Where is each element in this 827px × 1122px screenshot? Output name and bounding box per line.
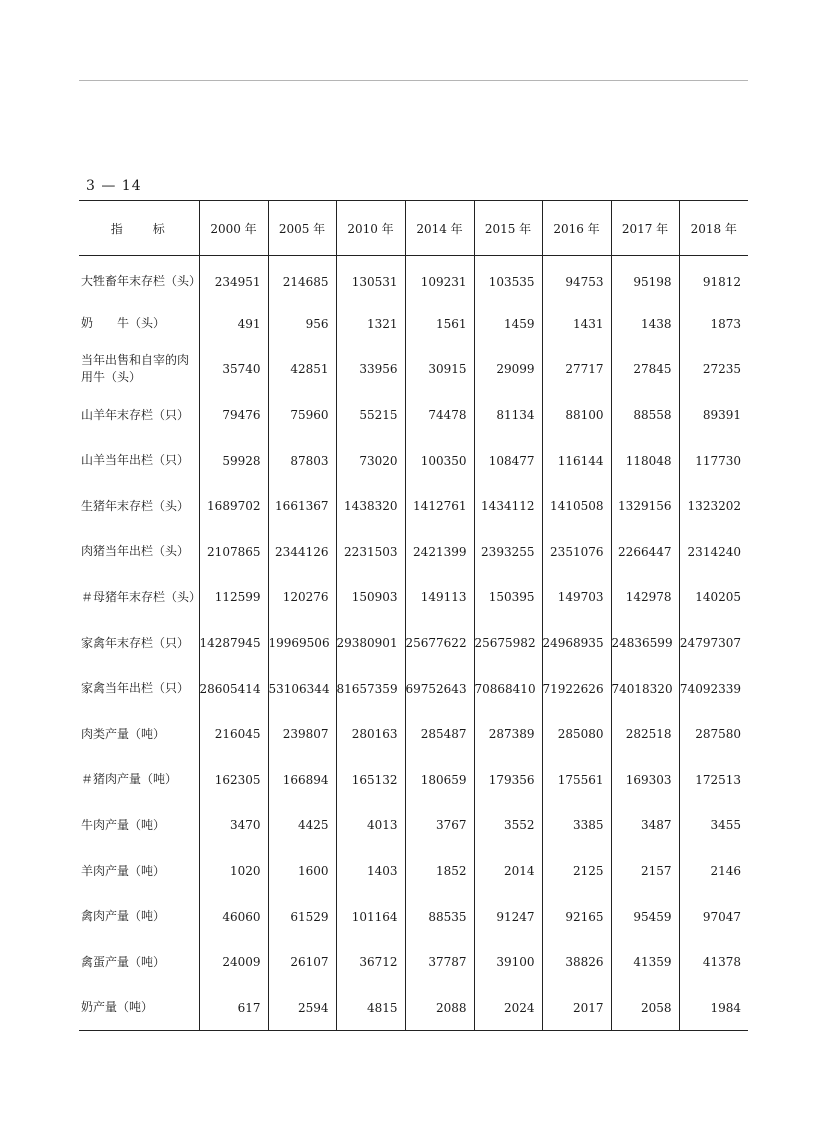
cell-value: 39100 — [474, 939, 542, 985]
cell-value: 1689702 — [199, 483, 268, 529]
cell-value: 165132 — [336, 757, 405, 803]
cell-value: 88558 — [611, 392, 679, 438]
cell-value: 103535 — [474, 256, 542, 302]
row-label: 家禽年末存栏（只） — [81, 635, 190, 650]
header-indicator: 指 标 — [79, 201, 199, 256]
cell-value: 61529 — [268, 894, 336, 940]
cell-value: 1020 — [199, 848, 268, 894]
cell-value: 214685 — [268, 256, 336, 302]
cell-value: 2014 — [474, 848, 542, 894]
cell-value: 2017 — [542, 985, 611, 1031]
cell-value: 27717 — [542, 347, 611, 393]
table-row — [79, 347, 748, 393]
cell-value: 2421399 — [405, 529, 474, 575]
table-row — [79, 392, 748, 438]
cell-value: 87803 — [268, 438, 336, 484]
cell-value: 3552 — [474, 803, 542, 849]
cell-value: 149703 — [542, 575, 611, 621]
cell-value: 287389 — [474, 711, 542, 757]
cell-value: 95198 — [611, 256, 679, 302]
cell-value: 1459 — [474, 301, 542, 347]
table-row — [79, 301, 748, 347]
cell-value: 2146 — [679, 848, 748, 894]
cell-value: 55215 — [336, 392, 405, 438]
table-row — [79, 985, 748, 1031]
cell-value: 53106344 — [268, 666, 336, 712]
cell-value: 35740 — [199, 347, 268, 393]
cell-value: 109231 — [405, 256, 474, 302]
cell-value: 26107 — [268, 939, 336, 985]
cell-value: 108477 — [474, 438, 542, 484]
cell-value: 3487 — [611, 803, 679, 849]
cell-value: 27845 — [611, 347, 679, 393]
cell-value: 33956 — [336, 347, 405, 393]
cell-value: 27235 — [679, 347, 748, 393]
cell-value: 91247 — [474, 894, 542, 940]
cell-value: 95459 — [611, 894, 679, 940]
cell-value: 88535 — [405, 894, 474, 940]
cell-value: 69752643 — [405, 666, 474, 712]
cell-value: 1600 — [268, 848, 336, 894]
cell-value: 25677622 — [405, 620, 474, 666]
cell-value: 180659 — [405, 757, 474, 803]
cell-value: 41359 — [611, 939, 679, 985]
cell-value: 150903 — [336, 575, 405, 621]
cell-value: 1438320 — [336, 483, 405, 529]
table-row — [79, 803, 748, 849]
cell-value: 4013 — [336, 803, 405, 849]
table-row — [79, 666, 748, 712]
cell-value: 3455 — [679, 803, 748, 849]
table-row — [79, 894, 748, 940]
cell-value: 81134 — [474, 392, 542, 438]
cell-value: 117730 — [679, 438, 748, 484]
cell-value: 491 — [199, 301, 268, 347]
cell-value: 28605414 — [199, 666, 268, 712]
cell-value: 14287945 — [199, 620, 268, 666]
row-label: ＃猪肉产量（吨） — [81, 772, 178, 787]
cell-value: 239807 — [268, 711, 336, 757]
cell-value: 46060 — [199, 894, 268, 940]
cell-value: 2393255 — [474, 529, 542, 575]
header-year: 2017 年 — [611, 201, 679, 256]
cell-value: 3385 — [542, 803, 611, 849]
cell-value: 29099 — [474, 347, 542, 393]
cell-value: 1431 — [542, 301, 611, 347]
cell-value: 30915 — [405, 347, 474, 393]
table-row — [79, 620, 748, 666]
cell-value: 1403 — [336, 848, 405, 894]
table-row — [79, 711, 748, 757]
cell-value: 150395 — [474, 575, 542, 621]
cell-value: 24009 — [199, 939, 268, 985]
cell-value: 2594 — [268, 985, 336, 1031]
row-label: 大牲畜年末存栏（头） — [81, 274, 202, 289]
header-year: 2015 年 — [474, 201, 542, 256]
cell-value: 36712 — [336, 939, 405, 985]
cell-value: 280163 — [336, 711, 405, 757]
cell-value: 287580 — [679, 711, 748, 757]
cell-value: 37787 — [405, 939, 474, 985]
row-label: 当年出售和自宰的肉用牛（头） — [81, 353, 190, 385]
cell-value: 142978 — [611, 575, 679, 621]
cell-value: 38826 — [542, 939, 611, 985]
cell-value: 81657359 — [336, 666, 405, 712]
cell-value: 73020 — [336, 438, 405, 484]
cell-value: 25675982 — [474, 620, 542, 666]
cell-value: 2266447 — [611, 529, 679, 575]
row-label: 山羊当年出栏（只） — [81, 453, 190, 468]
cell-value: 1434112 — [474, 483, 542, 529]
cell-value: 2314240 — [679, 529, 748, 575]
cell-value: 956 — [268, 301, 336, 347]
header-year: 2000 年 — [199, 201, 268, 256]
table-code: 3 — 14 — [86, 178, 142, 194]
cell-value: 1852 — [405, 848, 474, 894]
row-label: 羊肉产量（吨） — [81, 863, 166, 878]
cell-value: 70868410 — [474, 666, 542, 712]
header-row — [79, 201, 748, 256]
table-row — [79, 483, 748, 529]
cell-value: 234951 — [199, 256, 268, 302]
cell-value: 74478 — [405, 392, 474, 438]
cell-value: 74092339 — [679, 666, 748, 712]
cell-value: 2088 — [405, 985, 474, 1031]
livestock-statistics-table — [79, 200, 748, 1031]
cell-value: 116144 — [542, 438, 611, 484]
row-label: 禽肉产量（吨） — [81, 909, 166, 924]
cell-value: 1661367 — [268, 483, 336, 529]
header-year: 2018 年 — [679, 201, 748, 256]
row-label: 奶 牛（头） — [81, 316, 166, 331]
row-label: 生猪年末存栏（头） — [81, 498, 190, 513]
table-row — [79, 848, 748, 894]
cell-value: 149113 — [405, 575, 474, 621]
table-body — [79, 256, 748, 1031]
cell-value: 24968935 — [542, 620, 611, 666]
cell-value: 4815 — [336, 985, 405, 1031]
cell-value: 112599 — [199, 575, 268, 621]
cell-value: 24797307 — [679, 620, 748, 666]
cell-value: 3470 — [199, 803, 268, 849]
cell-value: 617 — [199, 985, 268, 1031]
cell-value: 285487 — [405, 711, 474, 757]
cell-value: 2058 — [611, 985, 679, 1031]
cell-value: 19969506 — [268, 620, 336, 666]
cell-value: 166894 — [268, 757, 336, 803]
cell-value: 118048 — [611, 438, 679, 484]
cell-value: 175561 — [542, 757, 611, 803]
top-rule — [79, 80, 748, 81]
table-row — [79, 939, 748, 985]
cell-value: 74018320 — [611, 666, 679, 712]
cell-value: 2344126 — [268, 529, 336, 575]
cell-value: 29380901 — [336, 620, 405, 666]
cell-value: 2351076 — [542, 529, 611, 575]
cell-value: 172513 — [679, 757, 748, 803]
cell-value: 75960 — [268, 392, 336, 438]
cell-value: 42851 — [268, 347, 336, 393]
cell-value: 91812 — [679, 256, 748, 302]
table-row — [79, 529, 748, 575]
cell-value: 1561 — [405, 301, 474, 347]
cell-value: 120276 — [268, 575, 336, 621]
row-label: 肉类产量（吨） — [81, 726, 166, 741]
cell-value: 1321 — [336, 301, 405, 347]
cell-value: 94753 — [542, 256, 611, 302]
row-label: 家禽当年出栏（只） — [81, 681, 190, 696]
row-label: 山羊年末存栏（只） — [81, 407, 190, 422]
cell-value: 92165 — [542, 894, 611, 940]
cell-value: 140205 — [679, 575, 748, 621]
cell-value: 2125 — [542, 848, 611, 894]
cell-value: 1410508 — [542, 483, 611, 529]
table-row — [79, 575, 748, 621]
cell-value: 216045 — [199, 711, 268, 757]
cell-value: 100350 — [405, 438, 474, 484]
header-year: 2014 年 — [405, 201, 474, 256]
cell-value: 59928 — [199, 438, 268, 484]
table-row — [79, 438, 748, 484]
table-row — [79, 757, 748, 803]
row-label: 禽蛋产量（吨） — [81, 954, 166, 969]
cell-value: 2157 — [611, 848, 679, 894]
cell-value: 130531 — [336, 256, 405, 302]
cell-value: 162305 — [199, 757, 268, 803]
cell-value: 88100 — [542, 392, 611, 438]
row-label: 肉猪当年出栏（头） — [81, 544, 190, 559]
cell-value: 4425 — [268, 803, 336, 849]
cell-value: 282518 — [611, 711, 679, 757]
cell-value: 79476 — [199, 392, 268, 438]
row-label: 奶产量（吨） — [81, 1000, 154, 1015]
cell-value: 24836599 — [611, 620, 679, 666]
cell-value: 71922626 — [542, 666, 611, 712]
cell-value: 101164 — [336, 894, 405, 940]
cell-value: 1984 — [679, 985, 748, 1031]
header-year: 2010 年 — [336, 201, 405, 256]
header-year: 2005 年 — [268, 201, 336, 256]
cell-value: 2024 — [474, 985, 542, 1031]
cell-value: 1323202 — [679, 483, 748, 529]
header-year: 2016 年 — [542, 201, 611, 256]
cell-value: 1438 — [611, 301, 679, 347]
table-row — [79, 256, 748, 302]
cell-value: 3767 — [405, 803, 474, 849]
cell-value: 1412761 — [405, 483, 474, 529]
cell-value: 285080 — [542, 711, 611, 757]
row-label: ＃母猪年末存栏（头） — [81, 589, 202, 604]
cell-value: 2107865 — [199, 529, 268, 575]
cell-value: 97047 — [679, 894, 748, 940]
cell-value: 1873 — [679, 301, 748, 347]
cell-value: 1329156 — [611, 483, 679, 529]
cell-value: 2231503 — [336, 529, 405, 575]
cell-value: 89391 — [679, 392, 748, 438]
row-label: 牛肉产量（吨） — [81, 817, 166, 832]
cell-value: 41378 — [679, 939, 748, 985]
cell-value: 169303 — [611, 757, 679, 803]
cell-value: 179356 — [474, 757, 542, 803]
